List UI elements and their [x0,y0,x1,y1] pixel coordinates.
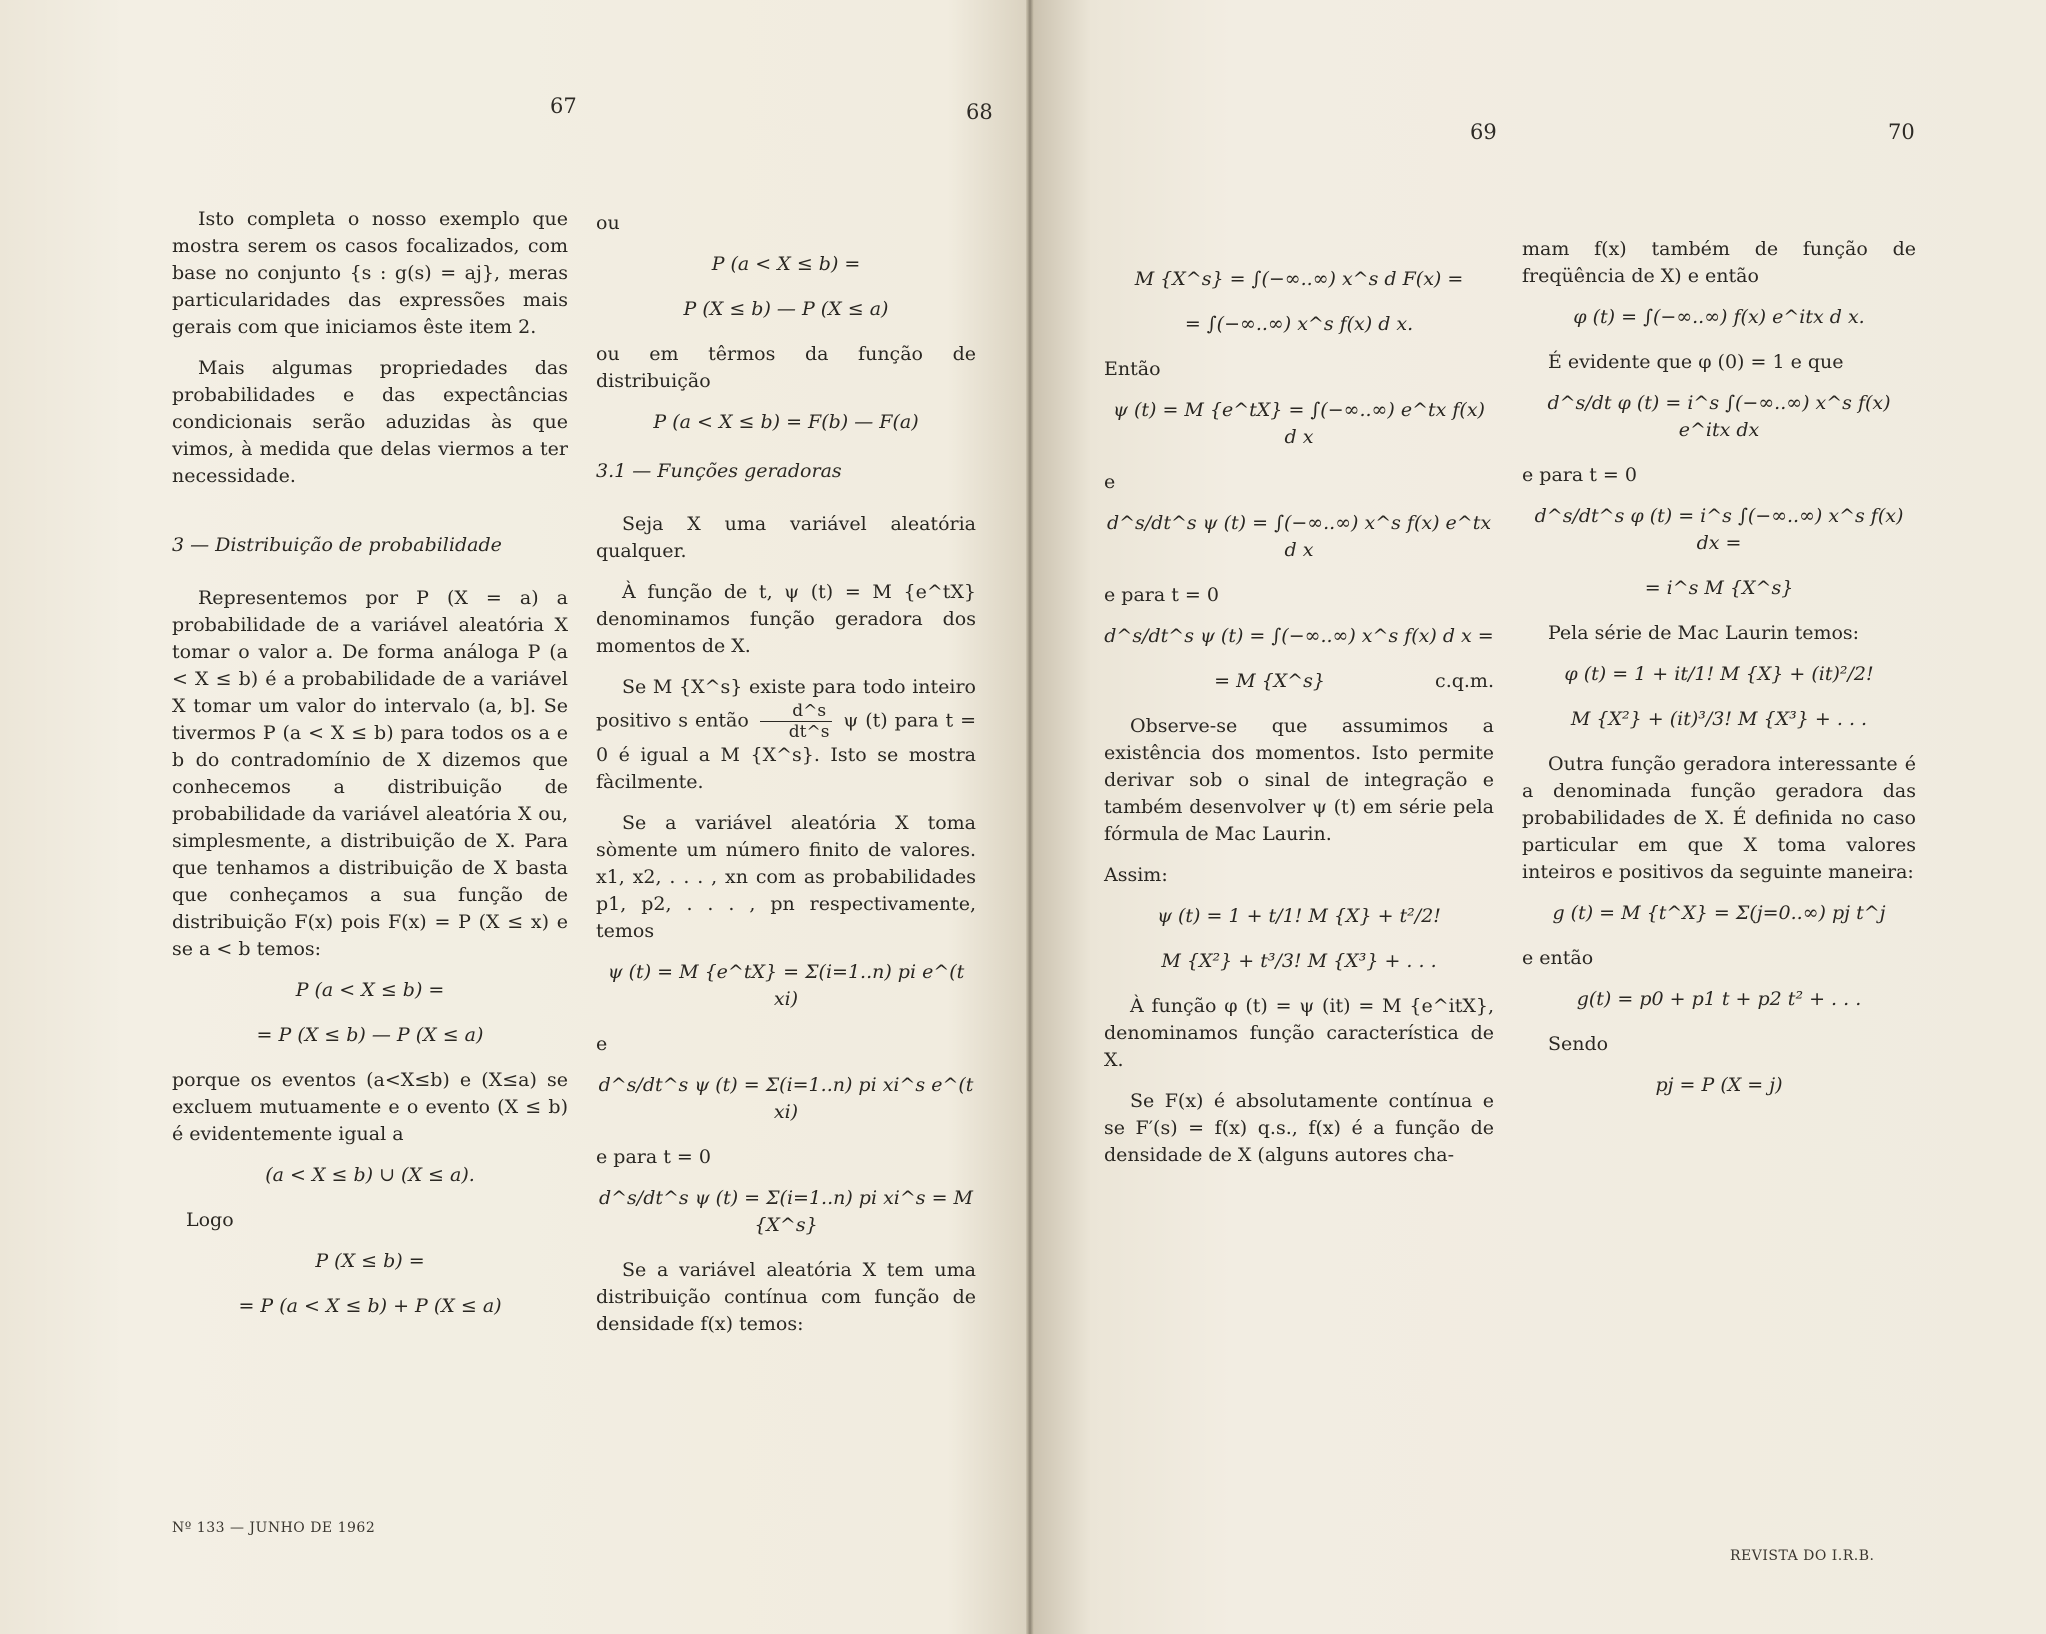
equation: d^s/dt^s φ (t) = i^s ∫(−∞..∞) x^s f(x) dx = [1534,505,1904,554]
page-number-69: 69 [1470,120,1497,144]
equation: d^s/dt φ (t) = i^s ∫(−∞..∞) x^s f(x) e^itx dx [1547,392,1891,441]
paragraph: e [596,1033,608,1055]
equation-with-qed [1104,668,1494,695]
paragraph: Se a variável aleatória X tem uma distribuição contínua com função de densidade f(x) temos: [596,1259,976,1335]
paragraph-part: Se M {X^s} existe para todo inteiro positivo s então [596,676,976,732]
equation: d^s/dt^s ψ (t) = ∫(−∞..∞) x^s f(x) d x = [1104,625,1494,647]
paragraph: Sendo [1548,1033,1609,1055]
fraction-numerator: d^s [760,701,833,722]
equation: d^s/dt^s ψ (t) = Σ(i=1..n) pi xi^s = M {X^s} [598,1187,974,1236]
paragraph: e para t = 0 [1104,584,1219,606]
paragraph: e então [1522,947,1594,969]
paragraph: porque os eventos (a<X≤b) e (X≤a) se excluem mutuamente e o evento (X ≤ b) é evidentemente igual a [172,1069,568,1145]
equation: = i^s M {X^s} [1644,577,1794,599]
equation: g (t) = M {t^X} = Σ(j=0..∞) pj t^j [1552,902,1886,924]
page-footer: Nº 133 — JUNHO DE 1962 [172,1520,376,1536]
book-gutter [1026,0,1034,1634]
page-69-column [1104,252,1494,1183]
equation: ψ (t) = 1 + t/1! M {X} + t²/2! [1157,905,1441,927]
equation: = ∫(−∞..∞) x^s f(x) d x. [1184,313,1414,335]
paragraph: e para t = 0 [1522,464,1637,486]
paragraph: Mais algumas propriedades das probabilidades e das expectâncias condicionais serão aduzidas às que vimos, à medida que delas viermos a ter necessidade. [172,357,568,487]
equation: pj = P (X = j) [1655,1074,1783,1096]
equation: P (a < X ≤ b) = F(b) — F(a) [653,411,919,433]
derivative-fraction [760,701,833,742]
paragraph: e para t = 0 [596,1146,711,1168]
equation: (a < X ≤ b) ∪ (X ≤ a). [265,1164,475,1186]
equation: d^s/dt^s ψ (t) = Σ(i=1..n) pi xi^s e^(t xi) [598,1074,974,1123]
paragraph: Observe-se que assumimos a existência dos momentos. Isto permite derivar sob o sinal de integração e também desenvolver ψ (t) em série pela fórmula de Mac Laurin. [1104,715,1494,845]
paragraph: Logo [186,1209,234,1231]
equation: = P (X ≤ b) — P (X ≤ a) [256,1024,484,1046]
paragraph: Se a variável aleatória X toma sòmente um número finito de valores. x1, x2, . . . , xn com as probabilidades p1, p2, . . . , pn respectivamente, temos [596,812,976,942]
paragraph: Outra função geradora interessante é a denominada função geradora das probabilidades de X. É definida no caso particular em que X toma valores inteiros e positivos da seguinte maneira: [1522,753,1916,883]
equation: M {X²} + (it)³/3! M {X³} + . . . [1570,708,1868,730]
paragraph: À função φ (t) = ψ (it) = M {e^itX}, denominamos função característica de X. [1104,995,1494,1071]
paragraph: Isto completa o nosso exemplo que mostra serem os casos focalizados, com base no conjunto {s : g(s) = aj}, meras particularidades das expressões mais gerais com que iniciamos êste item 2. [172,208,568,338]
paragraph-part: ψ (t) para t = 0 é igual a M {X^s}. Isto se mostra fàcilmente. [596,709,976,793]
equation: d^s/dt^s ψ (t) = ∫(−∞..∞) x^s f(x) e^tx d x [1106,512,1492,561]
paragraph: Então [1104,358,1161,380]
equation: = P (a < X ≤ b) + P (X ≤ a) [238,1295,502,1317]
fraction-denominator: dt^s [788,722,830,742]
paragraph: e [1104,471,1116,493]
equation: M {X^s} = ∫(−∞..∞) x^s d F(x) = [1134,268,1464,290]
page-number-68: 68 [966,100,993,124]
equation: φ (t) = 1 + it/1! M {X} + (it)²/2! [1564,663,1874,685]
page-70-column [1522,236,1916,1117]
equation: M {X²} + t³/3! M {X³} + . . . [1161,950,1437,972]
paragraph: Representemos por P (X = a) a probabilidade de a variável aleatória X tomar o valor a. De forma análoga P (a < X ≤ b) é a probabilidade de a variável X tomar um valor do intervalo (a, b]. Se tivermos P (a < X ≤ b) para todos os a e b do contradomínio de X dizemos que conhecemos a distribuição de probabilidade da variável aleatória X ou, simplesmente, a distribuição de X. Para que tenhamos a distribuição de X basta que conheçamos a sua função de distribuição F(x) pois F(x) = P (X ≤ x) e se a < b temos: [172,587,568,960]
equation: P (a < X ≤ b) = [295,979,445,1001]
paragraph: Pela série de Mac Laurin temos: [1548,622,1860,644]
paragraph: ou [596,212,620,234]
paragraph: Se F(x) é absolutamente contínua e se F′(s) = f(x) q.s., f(x) é a função de densidade de X (alguns autores cha- [1104,1090,1494,1166]
paragraph [596,674,976,796]
page-68-column [596,210,976,1352]
page-number-70: 70 [1888,120,1915,144]
qed-mark: c.q.m. [1435,670,1494,692]
paragraph: mam f(x) também de função de freqüência de X) e então [1522,238,1916,287]
paragraph: À função de t, ψ (t) = M {e^tX} denominamos função geradora dos momentos de X. [596,581,976,657]
section-heading: 3.1 — Funções geradoras [596,460,842,482]
equation: g(t) = p0 + p1 t + p2 t² + . . . [1576,988,1862,1010]
section-heading: 3 — Distribuição de probabilidade [172,534,502,556]
page-67-column [172,206,568,1338]
equation: ψ (t) = M {e^tX} = ∫(−∞..∞) e^tx f(x) d x [1113,399,1485,448]
paragraph: Assim: [1104,864,1168,886]
equation: P (a < X ≤ b) = [711,253,861,275]
page-number-67: 67 [550,94,577,118]
paragraph: Seja X uma variável aleatória qualquer. [596,513,976,562]
paragraph: É evidente que φ (0) = 1 e que [1548,351,1844,373]
equation: P (X ≤ b) = [315,1250,425,1272]
paragraph: ou em têrmos da função de distribuição [596,343,976,392]
equation: P (X ≤ b) — P (X ≤ a) [683,298,889,320]
equation: = M {X^s} [1214,670,1325,692]
equation: φ (t) = ∫(−∞..∞) f(x) e^itx d x. [1573,306,1865,328]
equation: ψ (t) = M {e^tX} = Σ(i=1..n) pi e^(t xi) [607,961,965,1010]
page-footer: REVISTA DO I.R.B. [1730,1548,1875,1564]
